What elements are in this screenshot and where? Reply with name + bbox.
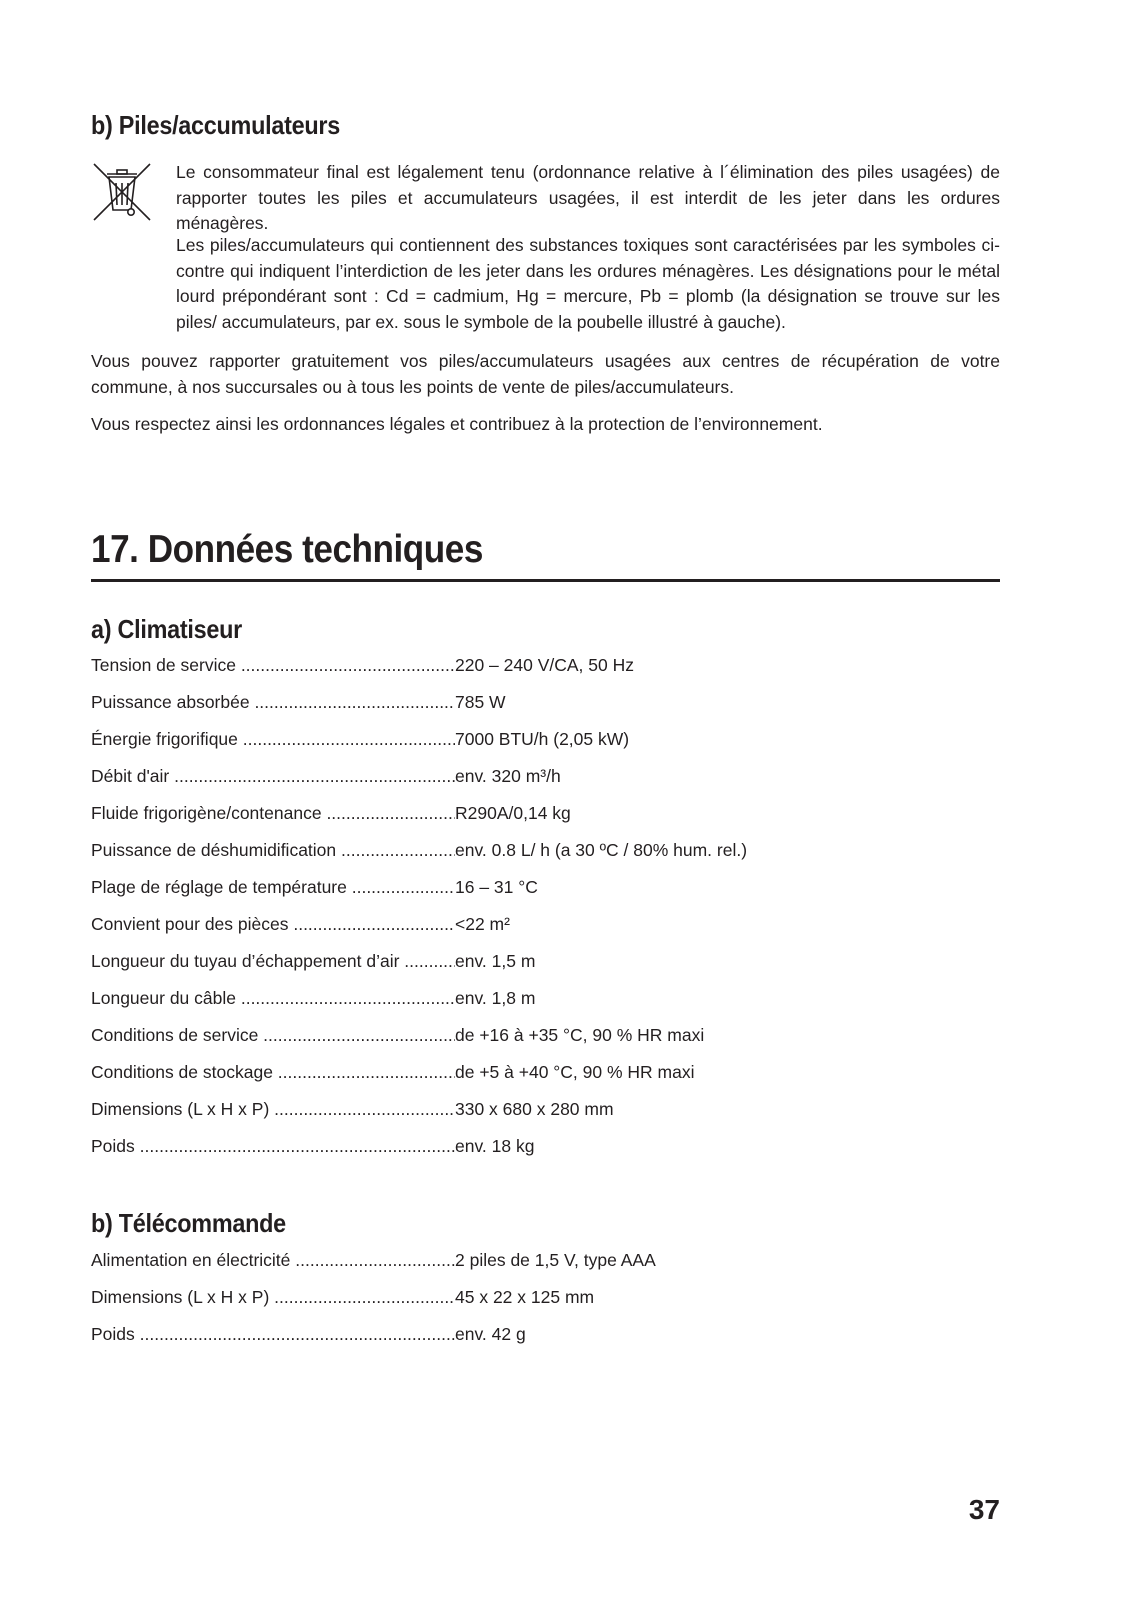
spec-label: Dimensions (L x H x P) ..... xyxy=(91,1287,455,1308)
spec-value: 330 x 680 x 280 mm xyxy=(455,1099,614,1119)
spec-label: Poids ..... xyxy=(91,1324,455,1345)
piles-paragraph-3: Vous pouvez rapporter gratuitement vos piles/accumulateurs usagées aux centres de récupération de votre commune, à nos succursales ou à tous les points de vente de piles/accumulateurs. xyxy=(91,351,1000,397)
spec-label: Longueur du tuyau d’échappement d’air ..... xyxy=(91,951,455,972)
spec-row xyxy=(91,1324,991,1352)
spec-value: 16 – 31 °C xyxy=(455,877,538,897)
piles-paragraph-1: Le consommateur final est légalement tenu (ordonnance relative à l´élimination des piles usagées) de rapporter toutes les piles et accumulateurs usagées, il est interdit de les jeter dans les ordures ménagères. xyxy=(176,162,1000,233)
spec-value: env. 42 g xyxy=(455,1324,526,1344)
spec-value: env. 18 kg xyxy=(455,1136,535,1156)
crossed-out-wheelie-bin-icon xyxy=(91,161,153,223)
spec-row xyxy=(91,1099,991,1127)
spec-row xyxy=(91,655,991,683)
spec-label: Conditions de service ..... xyxy=(91,1025,455,1046)
spec-row xyxy=(91,1062,991,1090)
section-heading-telecommande: b) Télécommande xyxy=(91,1208,286,1238)
spec-label: Puissance absorbée ..... xyxy=(91,692,455,713)
spec-row xyxy=(91,1287,991,1315)
spec-row xyxy=(91,914,991,942)
spec-value: 785 W xyxy=(455,692,506,712)
spec-row xyxy=(91,988,991,1016)
spec-value: <22 m² xyxy=(455,914,510,934)
spec-row xyxy=(91,692,991,720)
spec-label: Conditions de stockage ..... xyxy=(91,1062,455,1083)
spec-row xyxy=(91,840,991,868)
spec-value: 2 piles de 1,5 V, type AAA xyxy=(455,1250,656,1270)
piles-paragraph-4: Vous respectez ainsi les ordonnances légales et contribuez à la protection de l’environnement. xyxy=(91,414,823,434)
spec-row xyxy=(91,1025,991,1053)
spec-value: 45 x 22 x 125 mm xyxy=(455,1287,595,1307)
spec-row xyxy=(91,1250,991,1278)
spec-value: R290A/0,14 kg xyxy=(455,803,571,823)
spec-value: env. 320 m³/h xyxy=(455,766,561,786)
spec-label: Convient pour des pièces ..... xyxy=(91,914,455,935)
spec-label: Tension de service ..... xyxy=(91,655,455,676)
page-number: 37 xyxy=(968,1494,1000,1525)
spec-label: Longueur du câble ..... xyxy=(91,988,455,1009)
piles-paragraph-2: Les piles/accumulateurs qui contiennent des substances toxiques sont caractérisées par les symboles ci-contre qui indiquent l’interdiction de les jeter dans les ordures ménagères. Les désignations pour le métal lourd prépondérant sont : Cd = cadmium, Hg = mercure, Pb = plomb (la désignation se trouve sur les piles/ accumulateurs, par ex. sous le symbole de la poubelle illustré à gauche). xyxy=(176,235,1000,332)
spec-label: Puissance de déshumidification ..... xyxy=(91,840,455,861)
spec-value: 220 – 240 V/CA, 50 Hz xyxy=(455,655,634,675)
spec-row xyxy=(91,951,991,979)
spec-row xyxy=(91,766,991,794)
chapter-title-rule xyxy=(91,579,1000,582)
spec-row xyxy=(91,803,991,831)
spec-label: Débit d'air ..... xyxy=(91,766,455,787)
spec-label: Alimentation en électricité ..... xyxy=(91,1250,455,1271)
spec-value: de +16 à +35 °C, 90 % HR maxi xyxy=(455,1025,705,1045)
spec-value: env. 1,8 m xyxy=(455,988,536,1008)
spec-label: Énergie frigorifique ..... xyxy=(91,729,455,750)
section-heading-piles: b) Piles/accumulateurs xyxy=(91,110,340,140)
spec-label: Plage de réglage de température ..... xyxy=(91,877,455,898)
chapter-title: 17. Données techniques xyxy=(91,528,483,571)
spec-row xyxy=(91,877,991,905)
spec-label: Poids ..... xyxy=(91,1136,455,1157)
spec-label: Fluide frigorigène/contenance ..... xyxy=(91,803,455,824)
spec-row xyxy=(91,729,991,757)
spec-value: env. 1,5 m xyxy=(455,951,536,971)
spec-label: Dimensions (L x H x P) ..... xyxy=(91,1099,455,1120)
spec-value: de +5 à +40 °C, 90 % HR maxi xyxy=(455,1062,695,1082)
section-heading-climatiseur: a) Climatiseur xyxy=(91,614,242,644)
spec-value: env. 0.8 L/ h (a 30 ºC / 80% hum. rel.) xyxy=(455,840,748,860)
spec-value: 7000 BTU/h (2,05 kW) xyxy=(455,729,630,749)
spec-row xyxy=(91,1136,991,1164)
